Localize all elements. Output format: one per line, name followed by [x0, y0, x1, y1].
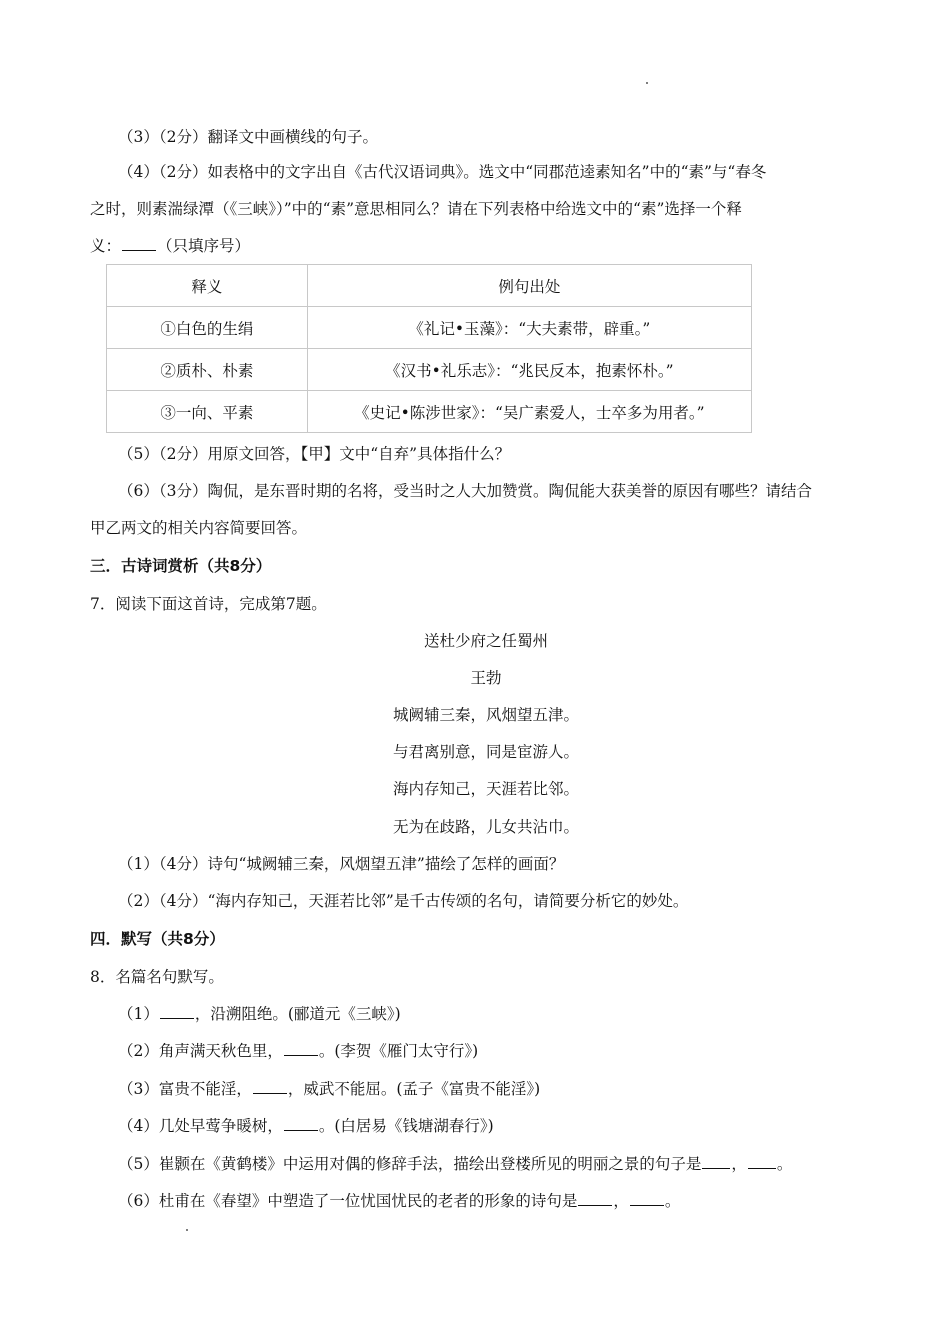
page-dot-bottom — [186, 1229, 188, 1231]
q7-intro: 7．阅读下面这首诗，完成第7题。 — [90, 595, 327, 613]
item-text: ，威武不能屈。(孟子《富贵不能淫》) — [287, 1080, 541, 1098]
table-cell: 《汉书•礼乐志》：“兆民反本，抱素怀朴。” — [307, 349, 751, 391]
table-header: 释义 — [107, 265, 308, 307]
q8-item5 — [118, 1154, 792, 1174]
q8-item1 — [118, 1004, 401, 1024]
section3-heading: 三．古诗词赏析（共8分） — [90, 557, 272, 575]
item-text: ，沿溯阻绝。(郦道元《三峡》) — [194, 1005, 401, 1023]
item-text: 。 — [664, 1192, 681, 1210]
answer-blank[interactable] — [578, 1191, 612, 1206]
table-row — [107, 391, 752, 433]
q6-part5: （5）（2分）用原文回答，【甲】文中“自弃”具体指什么？ — [118, 445, 511, 463]
q6-part4-line3 — [90, 236, 250, 256]
item-text: （6）杜甫在《春望》中塑造了一位忧国忧民的老者的形象的诗句是 — [118, 1192, 578, 1210]
item-text: 。(白居易《钱塘湖春行》) — [318, 1117, 494, 1135]
q8-item2 — [118, 1041, 478, 1061]
q8-item4 — [118, 1116, 494, 1136]
item-text: （5）崔颢在《黄鹤楼》中运用对偶的修辞手法，描绘出登楼所见的明丽之景的句子是 — [118, 1155, 702, 1173]
poem-author: 王勃 — [470, 669, 502, 687]
poem-line: 无为在歧路，儿女共沾巾。 — [392, 818, 579, 836]
q6-part4-note: （只填序号） — [157, 237, 251, 255]
q8-item3 — [118, 1079, 540, 1099]
table-cell: ③一向、平素 — [107, 391, 308, 433]
answer-blank[interactable] — [160, 1004, 194, 1019]
q7-part2: （2）（4分）“海内存知己，天涯若比邻”是千古传颂的名句，请简要分析它的妙处。 — [118, 892, 689, 910]
q7-part1: （1）（4分）诗句“城阙辅三秦，风烟望五津”描绘了怎样的画面？ — [118, 855, 565, 873]
q8-intro: 8．名篇名句默写。 — [90, 968, 224, 986]
q6-part6-line2: 甲乙两文的相关内容简要回答。 — [90, 519, 308, 537]
item-text: ， — [613, 1192, 629, 1210]
answer-blank[interactable] — [284, 1041, 318, 1056]
table-row — [107, 307, 752, 349]
answer-blank[interactable] — [253, 1079, 287, 1094]
table-cell: 《史记•陈涉世家》：“吴广素爱人，士卒多为用者。” — [307, 391, 751, 433]
item-text: （2）角声满天秋色里， — [118, 1042, 283, 1060]
q6-part6-line1: （6）（3分）陶侃，是东晋时期的名将，受当时之人大加赞赏。陶侃能大获美誉的原因有哪些？请结合 — [118, 482, 812, 500]
answer-blank[interactable] — [748, 1154, 776, 1169]
q6-part4-line2: 之时，则素湍绿潭（《三峡》）”中的“素”意思相同么？请在下列表格中给选文中的“素”选择一个释 — [90, 200, 742, 218]
poem-line: 与君离别意，同是宦游人。 — [392, 743, 579, 761]
answer-blank[interactable] — [702, 1154, 730, 1169]
table-header-row — [107, 265, 752, 307]
q6-part4-label: 义： — [90, 237, 122, 255]
answer-blank[interactable] — [630, 1191, 664, 1206]
q6-part4-line1: （4）（2分）如表格中的文字出自《古代汉语词典》。选文中“同郡范逵素知名”中的“素”与“春冬 — [118, 163, 767, 181]
section4-heading: 四．默写（共8分） — [90, 930, 225, 948]
poem-line: 城阙辅三秦，风烟望五津。 — [392, 706, 579, 724]
table-cell: 《礼记•玉藻》：“大夫素带，辟重。” — [307, 307, 751, 349]
q6-part3: （3）（2分）翻译文中画横线的句子。 — [118, 128, 378, 146]
item-text: ， — [731, 1155, 747, 1173]
item-text: 。(李贺《雁门太守行》) — [318, 1042, 479, 1060]
table-cell: ①白色的生绢 — [107, 307, 308, 349]
item-text: （1） — [118, 1005, 159, 1023]
answer-blank[interactable] — [284, 1116, 318, 1131]
q8-item6 — [118, 1191, 680, 1211]
answer-blank[interactable] — [122, 236, 156, 251]
table-cell: ②质朴、朴素 — [107, 349, 308, 391]
definition-table — [106, 264, 752, 433]
poem-title: 送杜少府之任蜀州 — [423, 632, 548, 650]
table-row — [107, 349, 752, 391]
item-text: 。 — [776, 1155, 793, 1173]
page-dot-top — [646, 82, 648, 84]
item-text: （4）几处早莺争暖树， — [118, 1117, 283, 1135]
poem-line: 海内存知己，天涯若比邻。 — [392, 780, 579, 798]
item-text: （3）富贵不能淫， — [118, 1080, 252, 1098]
table-header: 例句出处 — [307, 265, 751, 307]
